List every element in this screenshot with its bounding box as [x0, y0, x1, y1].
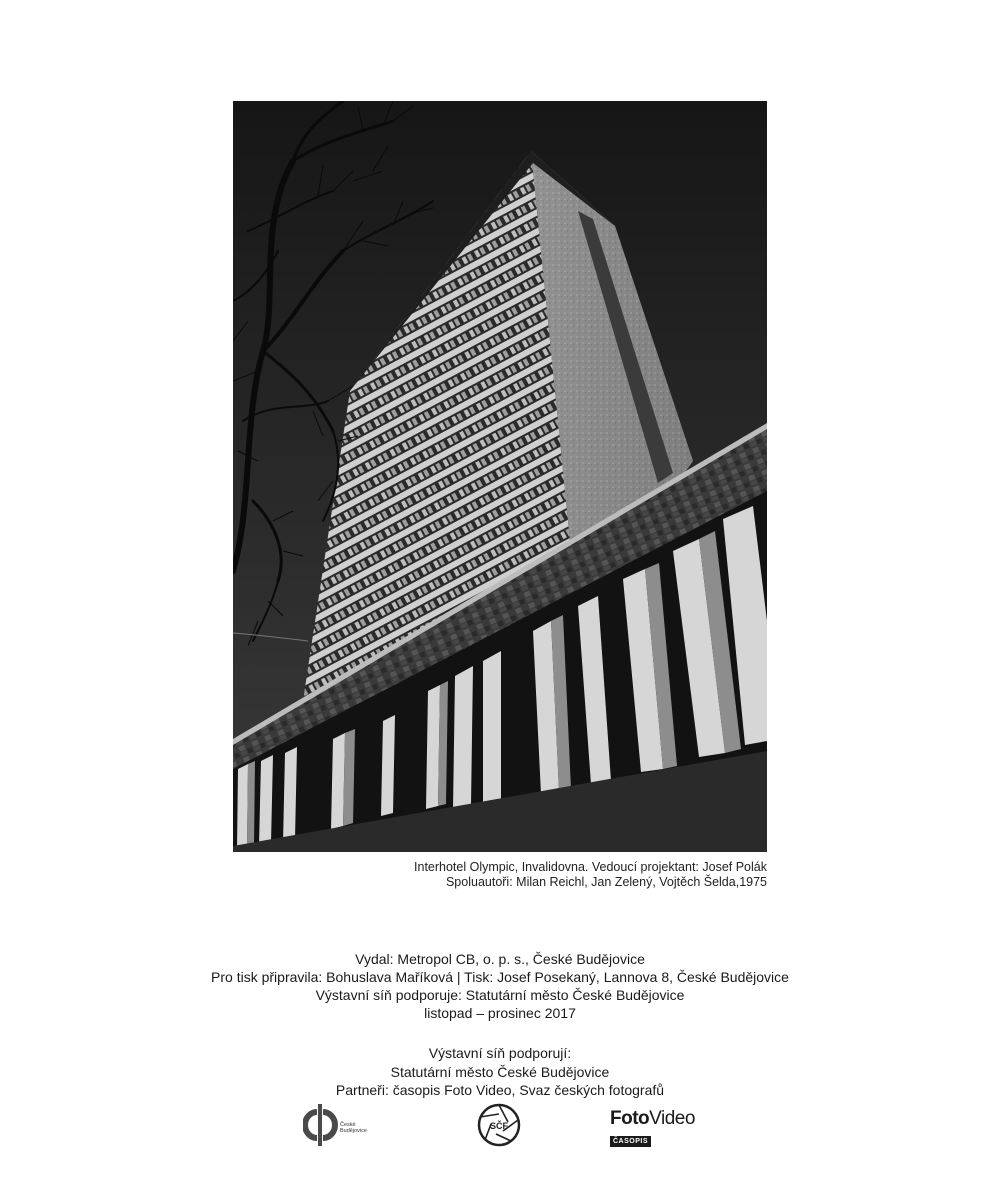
support-city: Statutární město České Budějovice	[390, 1063, 610, 1080]
imprint-publisher: Vydal: Metropol CB, o. p. s., České Budějovice	[355, 951, 645, 967]
scf-text: SČF	[490, 1121, 508, 1131]
cb-line-2: Budějovice	[340, 1128, 367, 1134]
fotovideo-name-light: Video	[649, 1108, 695, 1129]
ceske-budejovice-emblem-icon	[303, 1104, 339, 1146]
support-partners: Partneři: časopis Foto Video, Svaz českých fotografů	[335, 1082, 665, 1098]
svaz-ceskych-fotografu-logo	[477, 1103, 521, 1147]
fotovideo-name-bold: Foto	[610, 1108, 650, 1129]
imprint-print: Pro tisk připravila: Bohuslava Maříková | Tisk: Josef Posekaný, Lannova 8, České Budějovice	[211, 969, 789, 985]
imprint-block	[0, 950, 1000, 1022]
ceske-budejovice-logo	[303, 1104, 383, 1146]
building-photo	[233, 101, 767, 852]
cb-line-1: České	[340, 1122, 356, 1128]
imprint-date: listopad – prosinec 2017	[424, 1005, 576, 1021]
ceske-budejovice-wordmark	[340, 1122, 367, 1134]
photo-caption	[233, 860, 767, 890]
caption-line-1: Interhotel Olympic, Invalidovna. Vedoucí projektant: Josef Polák	[414, 860, 767, 874]
scf-aperture-icon	[477, 1103, 521, 1147]
partner-logos	[0, 1100, 1000, 1150]
support-heading: Výstavní síň podporují:	[428, 1045, 572, 1061]
imprint-gallery-support: Výstavní síň podporuje: Statutární město České Budějovice	[315, 987, 685, 1003]
support-block	[0, 1044, 1000, 1100]
fotovideo-subtitle: ČASOPIS	[610, 1136, 651, 1147]
hotel-tower-image	[233, 101, 767, 852]
fotovideo-wordmark	[610, 1108, 710, 1130]
caption-line-2: Spoluautoři: Milan Reichl, Jan Zelený, Vojtěch Šelda,1975	[445, 875, 767, 889]
fotovideo-logo	[610, 1108, 710, 1148]
